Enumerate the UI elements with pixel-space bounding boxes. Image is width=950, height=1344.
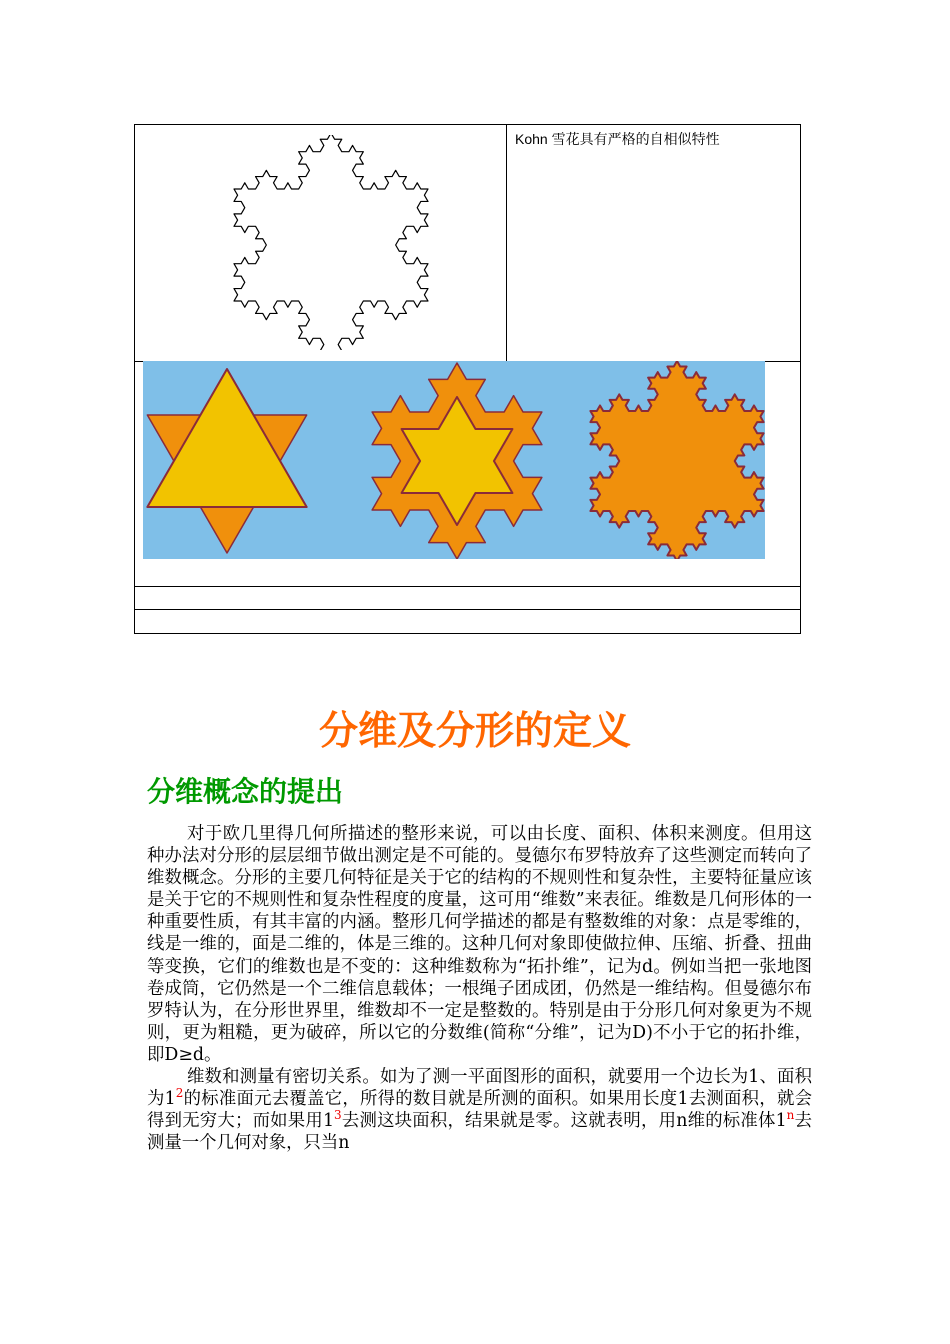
koch-snowflake-path [234,135,428,350]
superscript: n [786,1108,795,1123]
body-text [147,823,812,1154]
koch-snowflake-outline [171,135,491,350]
table-divider [135,586,800,587]
figure-table [134,124,801,634]
paragraph [147,1066,812,1154]
section-heading: 分维概念的提出 [147,775,344,808]
table-divider [135,609,800,610]
paragraph: 对于欧几里得几何所描述的整形来说，可以由长度、面积、体积来测度。但用这种办法对分形的层层细节做出测定是不可能的。曼德尔布罗特放弃了这些测定而转向了维数概念。分形的主要几何特征是关于它的结构的不规则性和复杂性，主要特征量应该是关于它的不规则性和复杂性程度的度量，这可用“维数”来表征。维数是几何形体的一种重要性质，有其丰富的内涵。整形几何学描述的都是有整数维的对象：点是零维的，线是一维的，面是二维的，体是三维的。这种几何对象即使做拉伸、压缩、折叠、扭曲等变换，它们的维数也是不变的：这种维数称为“拓扑维”，记为d。例如当把一张地图卷成筒，它仍然是一个二维信息载体；一根绳子团成团，仍然是一维结构。但曼德尔布罗特认为，在分形世界里，维数却不一定是整数的。特别是由于分形几何对象更为不规则，更为粗糙，更为破碎，所以它的分数维(简称“分维”，记为D)不小于它的拓扑维，即D≥d。 [147,824,812,1065]
koch-iteration-banner [143,361,765,559]
page-title: 分维及分形的定义 [318,709,631,754]
text-run: 去测量一个几何对象，只当n [147,1111,812,1154]
superscript: 3 [334,1108,342,1123]
table-divider-vertical [506,125,507,362]
figure-caption: Kohn 雪花具有严格的自相似特性 [515,131,720,147]
text-run: 去测这块面积，结果就是零。这就表明，用n维的标准体1 [341,1111,787,1132]
text-run: 维数和测量有密切关系。如为了测一平面图形的面积，就要用一个边长为1、面积为1 [147,1067,812,1110]
superscript: 2 [175,1086,184,1101]
text-run: 的标准面元去覆盖它，所得的数目就是所测的面积。如果用长度1去测面积，就会得到无穷大；而如果用1 [147,1089,812,1132]
